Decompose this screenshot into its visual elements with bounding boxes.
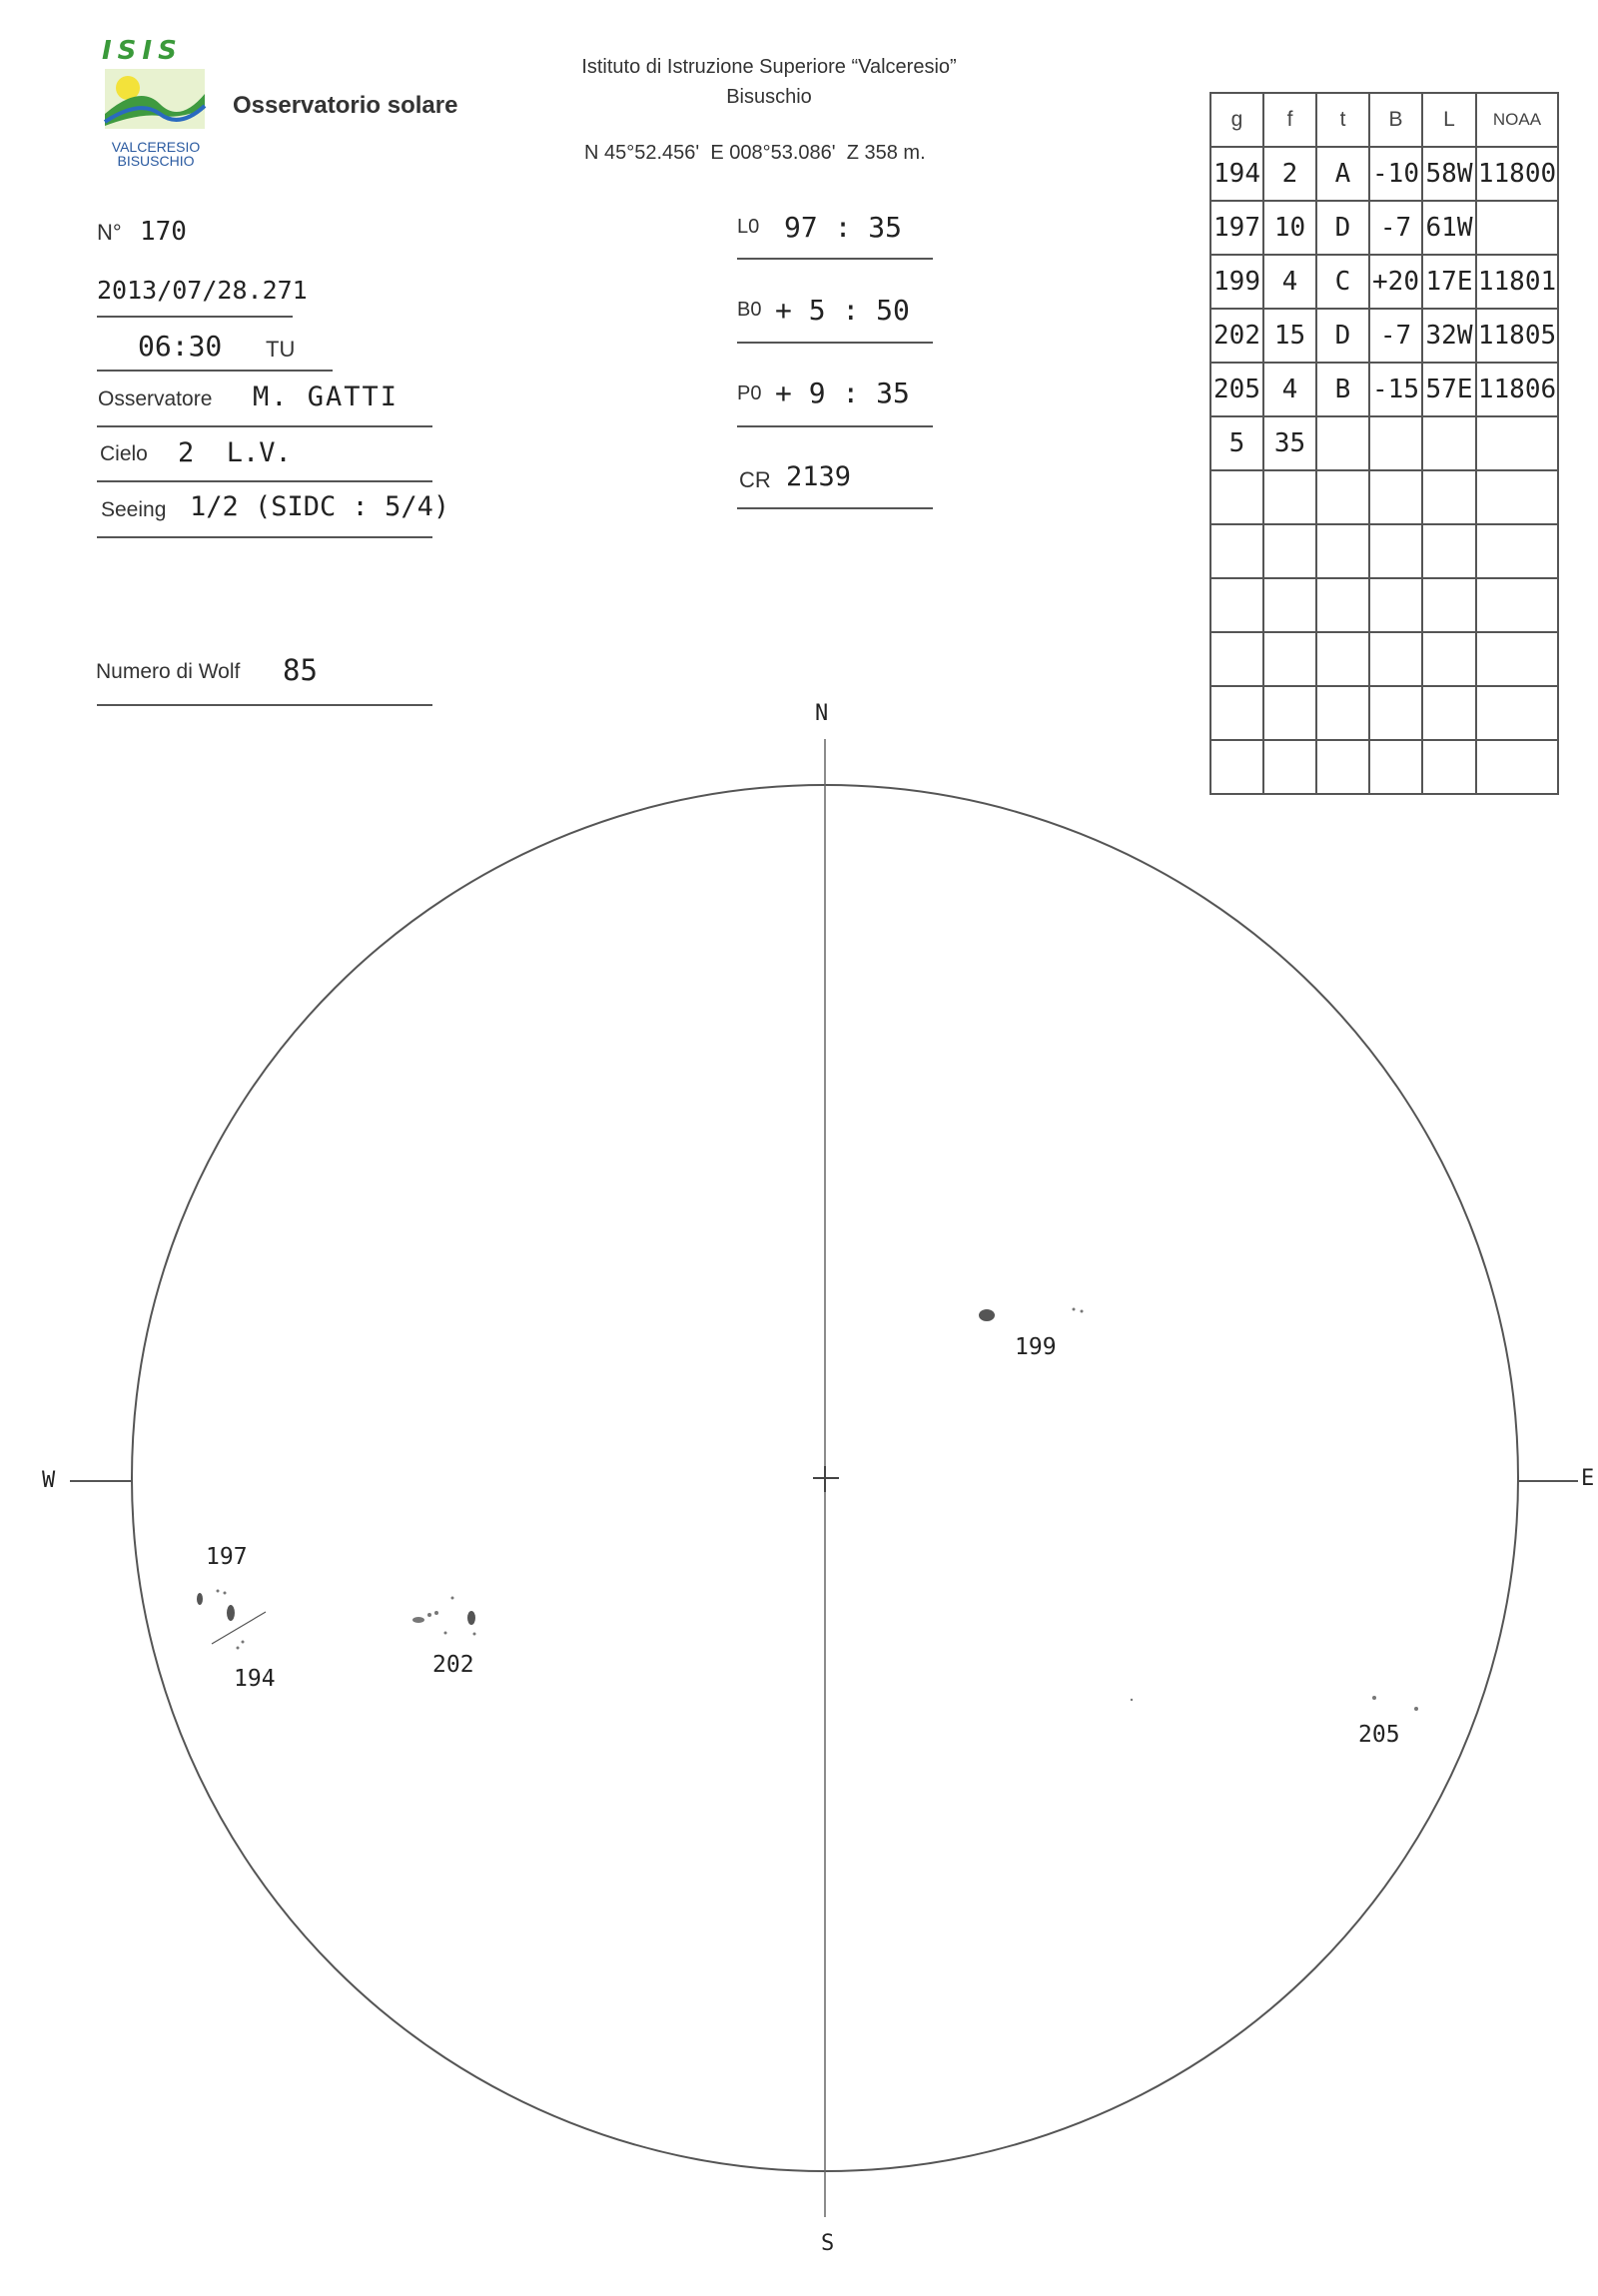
- p0-label-text: P0: [737, 383, 762, 404]
- north-label: N: [815, 701, 829, 726]
- group-label-202: 202: [432, 1652, 474, 1678]
- south-label: S: [821, 2231, 835, 2256]
- table-cell: 202: [1210, 309, 1263, 363]
- group-label-199: 199: [1015, 1334, 1057, 1360]
- table-cell: 11805: [1476, 309, 1558, 363]
- b0-value: + 5 : 50: [775, 294, 910, 327]
- table-header-cell: NOAA: [1476, 93, 1558, 147]
- table-cell: 57E: [1422, 363, 1476, 416]
- time-unit: TU: [266, 337, 296, 362]
- table-cell: D: [1316, 201, 1369, 255]
- p0-value: + 9 : 35: [775, 377, 910, 409]
- wolf-number-value: 85: [283, 653, 318, 687]
- table-cell: 194: [1210, 147, 1263, 201]
- table-cell: +20: [1369, 255, 1422, 309]
- table-cell: -7: [1369, 309, 1422, 363]
- table-header-cell: g: [1210, 93, 1263, 147]
- wolf-number-label: Numero di Wolf: [96, 660, 241, 683]
- seeing-label: Seeing: [101, 498, 167, 521]
- table-header-cell: L: [1422, 93, 1476, 147]
- table-header-cell: B: [1369, 93, 1422, 147]
- table-cell: 197: [1210, 201, 1263, 255]
- logo-subtitle-2: BISUSCHIO: [117, 153, 195, 169]
- table-cell: 17E: [1422, 255, 1476, 309]
- sky-value: 2 L.V.: [178, 437, 292, 468]
- logo-subtitle-1: VALCERESIO: [111, 139, 201, 155]
- cr-label: CR: [739, 467, 771, 492]
- table-cell: 10: [1263, 201, 1316, 255]
- table-cell: 15: [1263, 309, 1316, 363]
- group-label-194: 194: [234, 1666, 276, 1692]
- table-cell: C: [1316, 255, 1369, 309]
- observer-label: Osservatore: [98, 387, 213, 410]
- west-label: W: [42, 1468, 56, 1493]
- sunspot-group-205: [1131, 1696, 1418, 1711]
- observer-value: M. GATTI: [253, 382, 400, 412]
- institute-name: Istituto di Istruzione Superiore “Valceresio”: [581, 56, 957, 78]
- group-label-205: 205: [1358, 1722, 1400, 1748]
- table-cell: A: [1316, 147, 1369, 201]
- east-label: E: [1581, 1466, 1595, 1491]
- cr-value: 2139: [786, 461, 852, 492]
- institute-city: Bisuschio: [726, 86, 812, 108]
- record-number-value: 170: [140, 217, 187, 247]
- table-cell: -15: [1369, 363, 1422, 416]
- observation-date: 2013/07/28.271: [97, 276, 308, 305]
- table-header-cell: f: [1263, 93, 1316, 147]
- table-cell: B: [1316, 363, 1369, 416]
- table-cell: 32W: [1422, 309, 1476, 363]
- table-cell: 205: [1210, 363, 1263, 416]
- table-cell: 199: [1210, 255, 1263, 309]
- record-number-label: N°: [97, 220, 122, 245]
- table-cell: 35: [1263, 416, 1316, 470]
- table-cell: 4: [1263, 363, 1316, 416]
- table-cell: 4: [1263, 255, 1316, 309]
- table-cell: 5: [1210, 416, 1263, 470]
- observatory-coordinates: N 45°52.456' E 008°53.086' Z 358 m.: [584, 142, 926, 164]
- table-cell: 2: [1263, 147, 1316, 201]
- table-cell: 58W: [1422, 147, 1476, 201]
- group-label-197: 197: [206, 1544, 248, 1570]
- table-cell: -7: [1369, 201, 1422, 255]
- sky-label: Cielo: [100, 442, 148, 465]
- observation-time: 06:30: [138, 330, 223, 363]
- table-cell: 11801: [1476, 255, 1558, 309]
- table-cell: -10: [1369, 147, 1422, 201]
- sunspot-group-202: [412, 1597, 476, 1636]
- b0-label-text: B0: [737, 299, 762, 321]
- sunspot-group-197-194: [197, 1590, 266, 1650]
- table-cell: D: [1316, 309, 1369, 363]
- logo-text: ISIS: [102, 36, 183, 66]
- table-header-cell: t: [1316, 93, 1369, 147]
- table-cell: 11806: [1476, 363, 1558, 416]
- l0-value: 97 : 35: [784, 211, 903, 244]
- sunspot-group-199: [979, 1308, 1084, 1322]
- l0-label-text: L0: [737, 216, 760, 238]
- table-cell: 11800: [1476, 147, 1558, 201]
- table-cell: 61W: [1422, 201, 1476, 255]
- observatory-title: Osservatorio solare: [233, 92, 458, 119]
- seeing-value: 1/2 (SIDC : 5/4): [190, 491, 450, 522]
